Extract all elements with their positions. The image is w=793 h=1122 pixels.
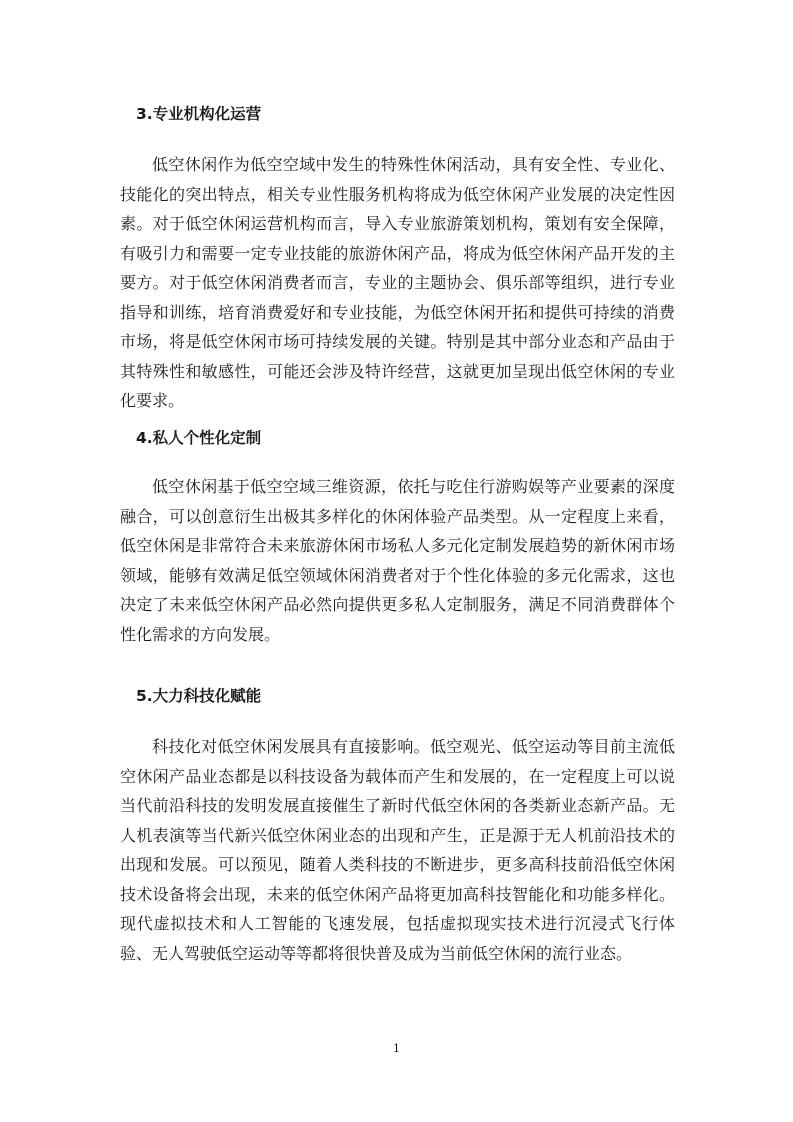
section-paragraph-3: 低空休闲作为低空空域中发生的特殊性休闲活动，具有安全性、专业化、技能化的突出特点，相关专业性服务机构将成为低空休闲产业发展的决定性因素。对于低空休闲运营机构而言，导入专业旅游策划机构，策划有安全保障，有吸引力和需要一定专业技能的旅游休闲产品，将成为低空休闲产品开发的主要方。对于低空休闲消费者而言，专业的主题协会、俱乐部等组织，进行专业指导和训练，培育消费爱好和专业技能，为低空休闲开拓和提供可持续的消费市场，将是低空休闲市场可持续发展的关键。特别是其中部分业态和产品由于其特殊性和敏感性，可能还会涉及特许经营，这就更加呈现出低空休闲的专业化要求。 — [120, 155, 675, 410]
section-paragraph-4: 低空休闲基于低空空域三维资源，依托与吃住行游购娱等产业要素的深度融合，可以创意衍生出极其多样化的休闲体验产品类型。从一定程度上来看，低空休闲是非常符合未来旅游休闲市场私人多元化定制发展趋势的新休闲市场领域，能够有效满足低空领域休闲消费者对于个性化体验的多元化需求，这也决定了未来低空休闲产品必然向提供更多私人定制服务，满足不同消费群体个性化需求的方向发展。 — [120, 477, 675, 644]
section-heading-3: 3.专业机构化运营 — [136, 105, 262, 123]
page-number: 1 — [393, 1042, 400, 1055]
section-heading-5: 5.大力科技化赋能 — [136, 687, 262, 705]
section-paragraph-5: 科技化对低空休闲发展具有直接影响。低空观光、低空运动等目前主流低空休闲产品业态都是以科技设备为载体而产生和发展的，在一定程度上可以说当代前沿科技的发明发展直接催生了新时代低空休闲的各类新业态新产品。无人机表演等当代新兴低空休闲业态的出现和产生，正是源于无人机前沿技术的出现和发展。可以预见，随着人类科技的不断进步，更多高科技前沿低空休闲技术设备将会出现，未来的低空休闲产品将更加高科技智能化和功能多样化。现代虚拟技术和人工智能的飞速发展，包括虚拟现实技术进行沉浸式飞行体验、无人驾驶低空运动等等都将很快普及成为当前低空休闲的流行业态。 — [120, 737, 675, 963]
section-heading-4: 4.私人个性化定制 — [136, 429, 262, 447]
